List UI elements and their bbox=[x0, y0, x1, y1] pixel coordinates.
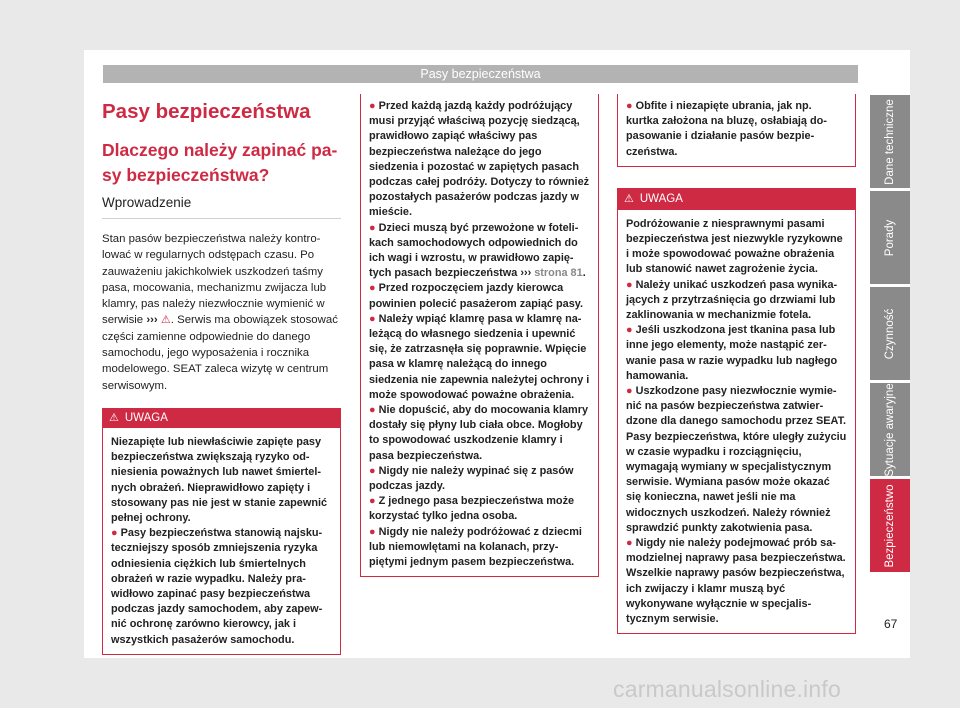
warning-bullet bbox=[626, 323, 847, 384]
warning-bullet-text: Dzieci muszą być przewożone w fotelikach samochodowych odpowiednich do ich wagi i wzrostu, w prawidłowo zapiętych pasach bezpieczeństwa bbox=[369, 221, 579, 280]
warning-triangle-icon: ⚠ bbox=[624, 192, 634, 205]
warning-text: Podróżowanie z niesprawnymi pasami bezpieczeństwa jest niezwykle ryzykowne i może spowodować poważne obrażenia lub stanowić nawet zagrożenie życia. bbox=[626, 217, 843, 276]
warning-bullet bbox=[626, 99, 847, 160]
tab-label: Dane techniczne bbox=[884, 98, 896, 185]
tab-bezpieczenstwo[interactable] bbox=[870, 479, 910, 572]
warning-body bbox=[103, 428, 340, 654]
warning-body bbox=[618, 210, 855, 633]
intro-text-part2: . Serwis ma obowiązek stosować części zamienne odpowiednie do danego samochodu, jego wyposażenia i rocznika modelowego. SEAT zaleca wizytę w centrum serwisowym. bbox=[102, 314, 338, 392]
warning-bullet: ● Dzieci muszą być przewożone w fotelikach samochodowych odpowiednich do ich wagi i wzrostu, w prawidłowo zapiętych pasach bezpieczeństwa ››› strona 81. bbox=[369, 221, 586, 280]
tab-label: Sytuacje awaryjne bbox=[884, 382, 896, 477]
warning-bullet bbox=[626, 278, 847, 324]
page-number: 67 bbox=[884, 617, 898, 631]
warning-bullet-text: Nigdy nie należy wypinać się z pasów podczas jazdy. bbox=[369, 464, 574, 493]
section-heading-line2: sy bezpieczeństwa? bbox=[102, 165, 270, 185]
warning-triangle-icon: ⚠ bbox=[160, 314, 171, 327]
bullet-dot-icon: ● bbox=[626, 100, 633, 112]
intro-paragraph bbox=[102, 231, 341, 394]
bullet-dot-icon: ● bbox=[369, 100, 376, 112]
warning-bullet-text: Obfite i niezapięte ubrania, jak np. kurtka założona na bluzę, osłabiają dopasowanie i działanie pasów bezpieczeństwa. bbox=[626, 100, 827, 158]
bullet-dot-icon: ● bbox=[369, 282, 376, 295]
warning-box-right bbox=[617, 188, 856, 634]
subsection-heading: Wprowadzenie bbox=[102, 195, 341, 219]
warning-box-middle bbox=[360, 94, 599, 577]
column-middle bbox=[360, 95, 599, 577]
bullet-dot-icon: ● bbox=[369, 312, 376, 325]
warning-body bbox=[361, 94, 598, 576]
chapter-tabs bbox=[870, 95, 910, 575]
bullet-dot-icon: ● bbox=[626, 278, 633, 291]
column-right bbox=[617, 95, 856, 634]
warning-box-continued bbox=[617, 94, 856, 167]
bullet-dot-icon: ● bbox=[369, 525, 376, 538]
tab-label: Porady bbox=[884, 219, 896, 256]
warning-header bbox=[103, 409, 340, 428]
warning-bullet-text: Z jednego pasa bezpieczeństwa może korzystać tylko jedna osoba. bbox=[369, 495, 575, 523]
warning-bullet-text: Pasy bezpieczeństwa stanowią najskuteczniejszy sposób zmniejszenia ryzyka odniesienia ciężkich lub śmiertelnych obrażeń w razie wypadku. Należy prawidłowo zapinać pasy bezpieczeństwa podczas jazdy samochodem, aby zapewnić ochronę zarówno kierowcy, jak i wszystkich pasażerów samochodu. bbox=[111, 527, 323, 646]
warning-bullet bbox=[369, 525, 590, 571]
warning-bullet bbox=[369, 99, 590, 221]
warning-box-left bbox=[102, 408, 341, 655]
section-heading-line1: Dlaczego należy zapinać pa- bbox=[102, 140, 338, 160]
page-title: Pasy bezpieczeństwa bbox=[102, 100, 311, 123]
tab-label: Bezpieczeństwo bbox=[884, 483, 896, 568]
tab-label: Czynność bbox=[884, 308, 896, 359]
warning-bullet bbox=[369, 464, 590, 494]
warning-bullet bbox=[369, 403, 590, 464]
bullet-dot-icon: ● bbox=[626, 537, 633, 550]
warning-bullet bbox=[369, 494, 590, 524]
bullet-dot-icon: ● bbox=[626, 324, 633, 337]
cross-reference-arrows[interactable]: ››› bbox=[146, 314, 158, 327]
column-left bbox=[102, 95, 341, 655]
warning-text: Niezapięte lub niewłaściwie zapięte pasy bezpieczeństwa zwiększają ryzyko odniesienia poważnych lub nawet śmiertelnych obrażeń. Nieprawidłowo zapięty i stosowany pas nie jest w stanie zapewnić pełnej ochrony. bbox=[111, 435, 328, 524]
warning-bullet bbox=[369, 312, 590, 403]
warning-bullet-text: Jeśli uszkodzona jest tkanina pasa lub inne jego elementy, może nastąpić zerwanie pasa w razie wypadku lub nagłego hamowania. bbox=[626, 324, 838, 382]
tab-sytuacje-awaryjne[interactable] bbox=[870, 383, 910, 476]
bullet-dot-icon: ● bbox=[111, 527, 118, 540]
warning-bullet bbox=[369, 281, 590, 311]
running-header: Pasy bezpieczeństwa bbox=[103, 65, 858, 83]
tab-porady[interactable] bbox=[870, 191, 910, 284]
warning-bullet bbox=[626, 384, 847, 536]
warning-label: UWAGA bbox=[124, 411, 168, 424]
bullet-dot-icon: ● bbox=[626, 385, 633, 398]
warning-bullet-text: Przed rozpoczęciem jazdy kierowca powinien polecić pasażerom zapiąć pasy. bbox=[369, 282, 584, 310]
warning-bullet-text: Należy wpiąć klamrę pasa w klamrę należącą do własnego siedzenia i upewnić się, że zatrzasnęła się poprawnie. Wpięcie pasa w klamrę należącą do innego siedzenia nie zapewnia należytej ochrony i może spowodować poważne obrażenia. bbox=[369, 312, 590, 401]
warning-body bbox=[618, 94, 855, 166]
warning-header bbox=[618, 189, 855, 210]
warning-bullet-text: Przed każdą jazdą każdy podróżujący musi przyjąć właściwą pozycję siedzącą, prawidłowo zapiąć właściwy pas bezpieczeństwa należące do jego siedzenia i pozostać w zapiętych pasach podczas całej podróży. Dotyczy to również pozostałych pasażerów podczas jazdy w mieście. bbox=[369, 100, 590, 219]
warning-label: UWAGA bbox=[639, 192, 683, 205]
section-heading bbox=[102, 138, 341, 188]
warning-bullet bbox=[626, 536, 847, 627]
warning-bullet-text: Uszkodzone pasy niezwłocznie wymienić na pasów bezpieczeństwa zatwierdzone dla danego samochodu przez SEAT. Pasy bezpieczeństwa, które uległy zużyciu w czasie wypadku i rozciągnięciu, wymagają wymiany w specjalistycznym serwisie. Wymiana pasów może okazać się konieczna, nawet jeśli nie ma widocznych uszkodzeń. Należy również sprawdzić punkty zakotwienia pasa. bbox=[626, 385, 847, 534]
bullet-dot-icon: ● bbox=[369, 495, 376, 508]
warning-bullet-text: Należy unikać uszkodzeń pasa wynikających z przytrzaśnięcia go drzwiami lub zaklinowania w mechanizmie fotela. bbox=[626, 278, 838, 322]
page-reference-link[interactable]: strona 81 bbox=[534, 267, 583, 280]
warning-bullet-text: Nie dopuścić, aby do mocowania klamry dostały się płyny lub ciała obce. Mogłoby to spowodować uszkodzenie klamry i pasa bezpieczeństwa. bbox=[369, 404, 589, 462]
tab-czynnosc[interactable] bbox=[870, 287, 910, 380]
cross-reference-arrows[interactable]: ››› bbox=[520, 267, 532, 280]
bullet-dot-icon: ● bbox=[369, 404, 376, 417]
warning-triangle-icon: ⚠ bbox=[109, 411, 119, 424]
bullet-dot-icon: ● bbox=[369, 221, 376, 234]
warning-bullet bbox=[111, 526, 332, 648]
warning-bullet-text: Nigdy nie należy podejmować prób samodzielnej naprawy pasa bezpieczeństwa. Wszelkie naprawy pasów bezpieczeństwa, ich zwijaczy i klamr muszą być wykonywane wyłącznie w specjalistycznym serwisie. bbox=[626, 537, 846, 626]
watermark: carmanualsonline.info bbox=[613, 676, 841, 702]
tab-dane-techniczne[interactable] bbox=[870, 95, 910, 188]
warning-bullet-text: Nigdy nie należy podróżować z dziecmi lub niemowlętami na kolanach, przypiętymi jednym pasem bezpieczeństwa. bbox=[369, 525, 582, 569]
intro-text-part1: Stan pasów bezpieczeństwa należy kontrolować w regularnych odstępach czasu. Po zauważeniu jakichkolwiek uszkodzeń taśmy pasa, mocowania, mechanizmu zwijacza lub klamry, pas należy niezwłocznie wymienić w serwisie bbox=[102, 233, 327, 327]
bullet-dot-icon: ● bbox=[369, 464, 376, 477]
